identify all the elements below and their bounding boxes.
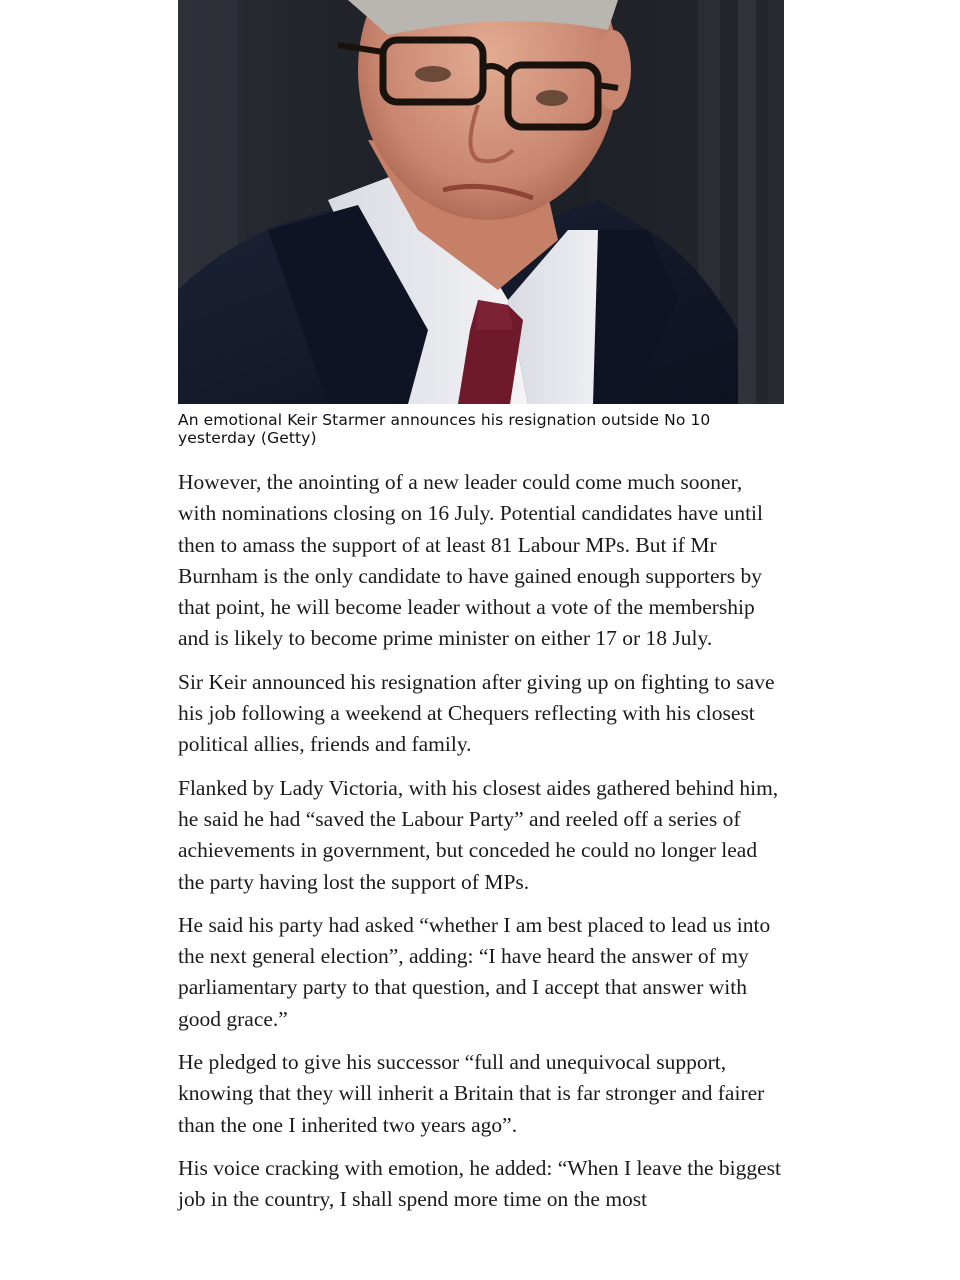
article-paragraph: However, the anointing of a new leader could come much sooner, with nominations closing on 16 July. Potential candidates have until then to amass the support of at least 81 Labour MPs. But if Mr Burnham is the only candidate to have gained enough supporters by that point, he will become leader without a vote of the membership and is likely to become prime minister on either 17 or 18 July. bbox=[178, 470, 764, 651]
article-paragraph: He said his party had asked “whether I am best placed to lead us into the next general election”, adding: “I have heard the answer of my parliamentary party to that question, and I accept that answer with good grace.” bbox=[178, 912, 771, 1031]
article-paragraph: Sir Keir announced his resignation after giving up on fighting to save his job following a weekend at Chequers reflecting with his closest political allies, friends and family. bbox=[178, 669, 775, 757]
article-body bbox=[178, 467, 784, 1216]
photo-illustration bbox=[178, 0, 784, 404]
article-paragraph: He pledged to give his successor “full and unequivocal support, knowing that they will inherit a Britain that is far stronger and fairer than the one I inherited two years ago”. bbox=[178, 1050, 765, 1137]
article-paragraph: His voice cracking with emotion, he added: “When I leave the biggest job in the country, I shall spend more time on the most bbox=[178, 1155, 781, 1212]
article-figure bbox=[178, 0, 784, 447]
article-paragraph: Flanked by Lady Victoria, with his closest aides gathered behind him, he said he had “saved the Labour Party” and reeled off a series of achievements in government, but conceded he could no longer lead the party having lost the support of MPs. bbox=[178, 775, 779, 894]
photo-caption: An emotional Keir Starmer announces his resignation outside No 10 yesterday (Getty) bbox=[178, 411, 711, 447]
article-photo[interactable] bbox=[178, 0, 784, 404]
article bbox=[178, 0, 784, 1228]
